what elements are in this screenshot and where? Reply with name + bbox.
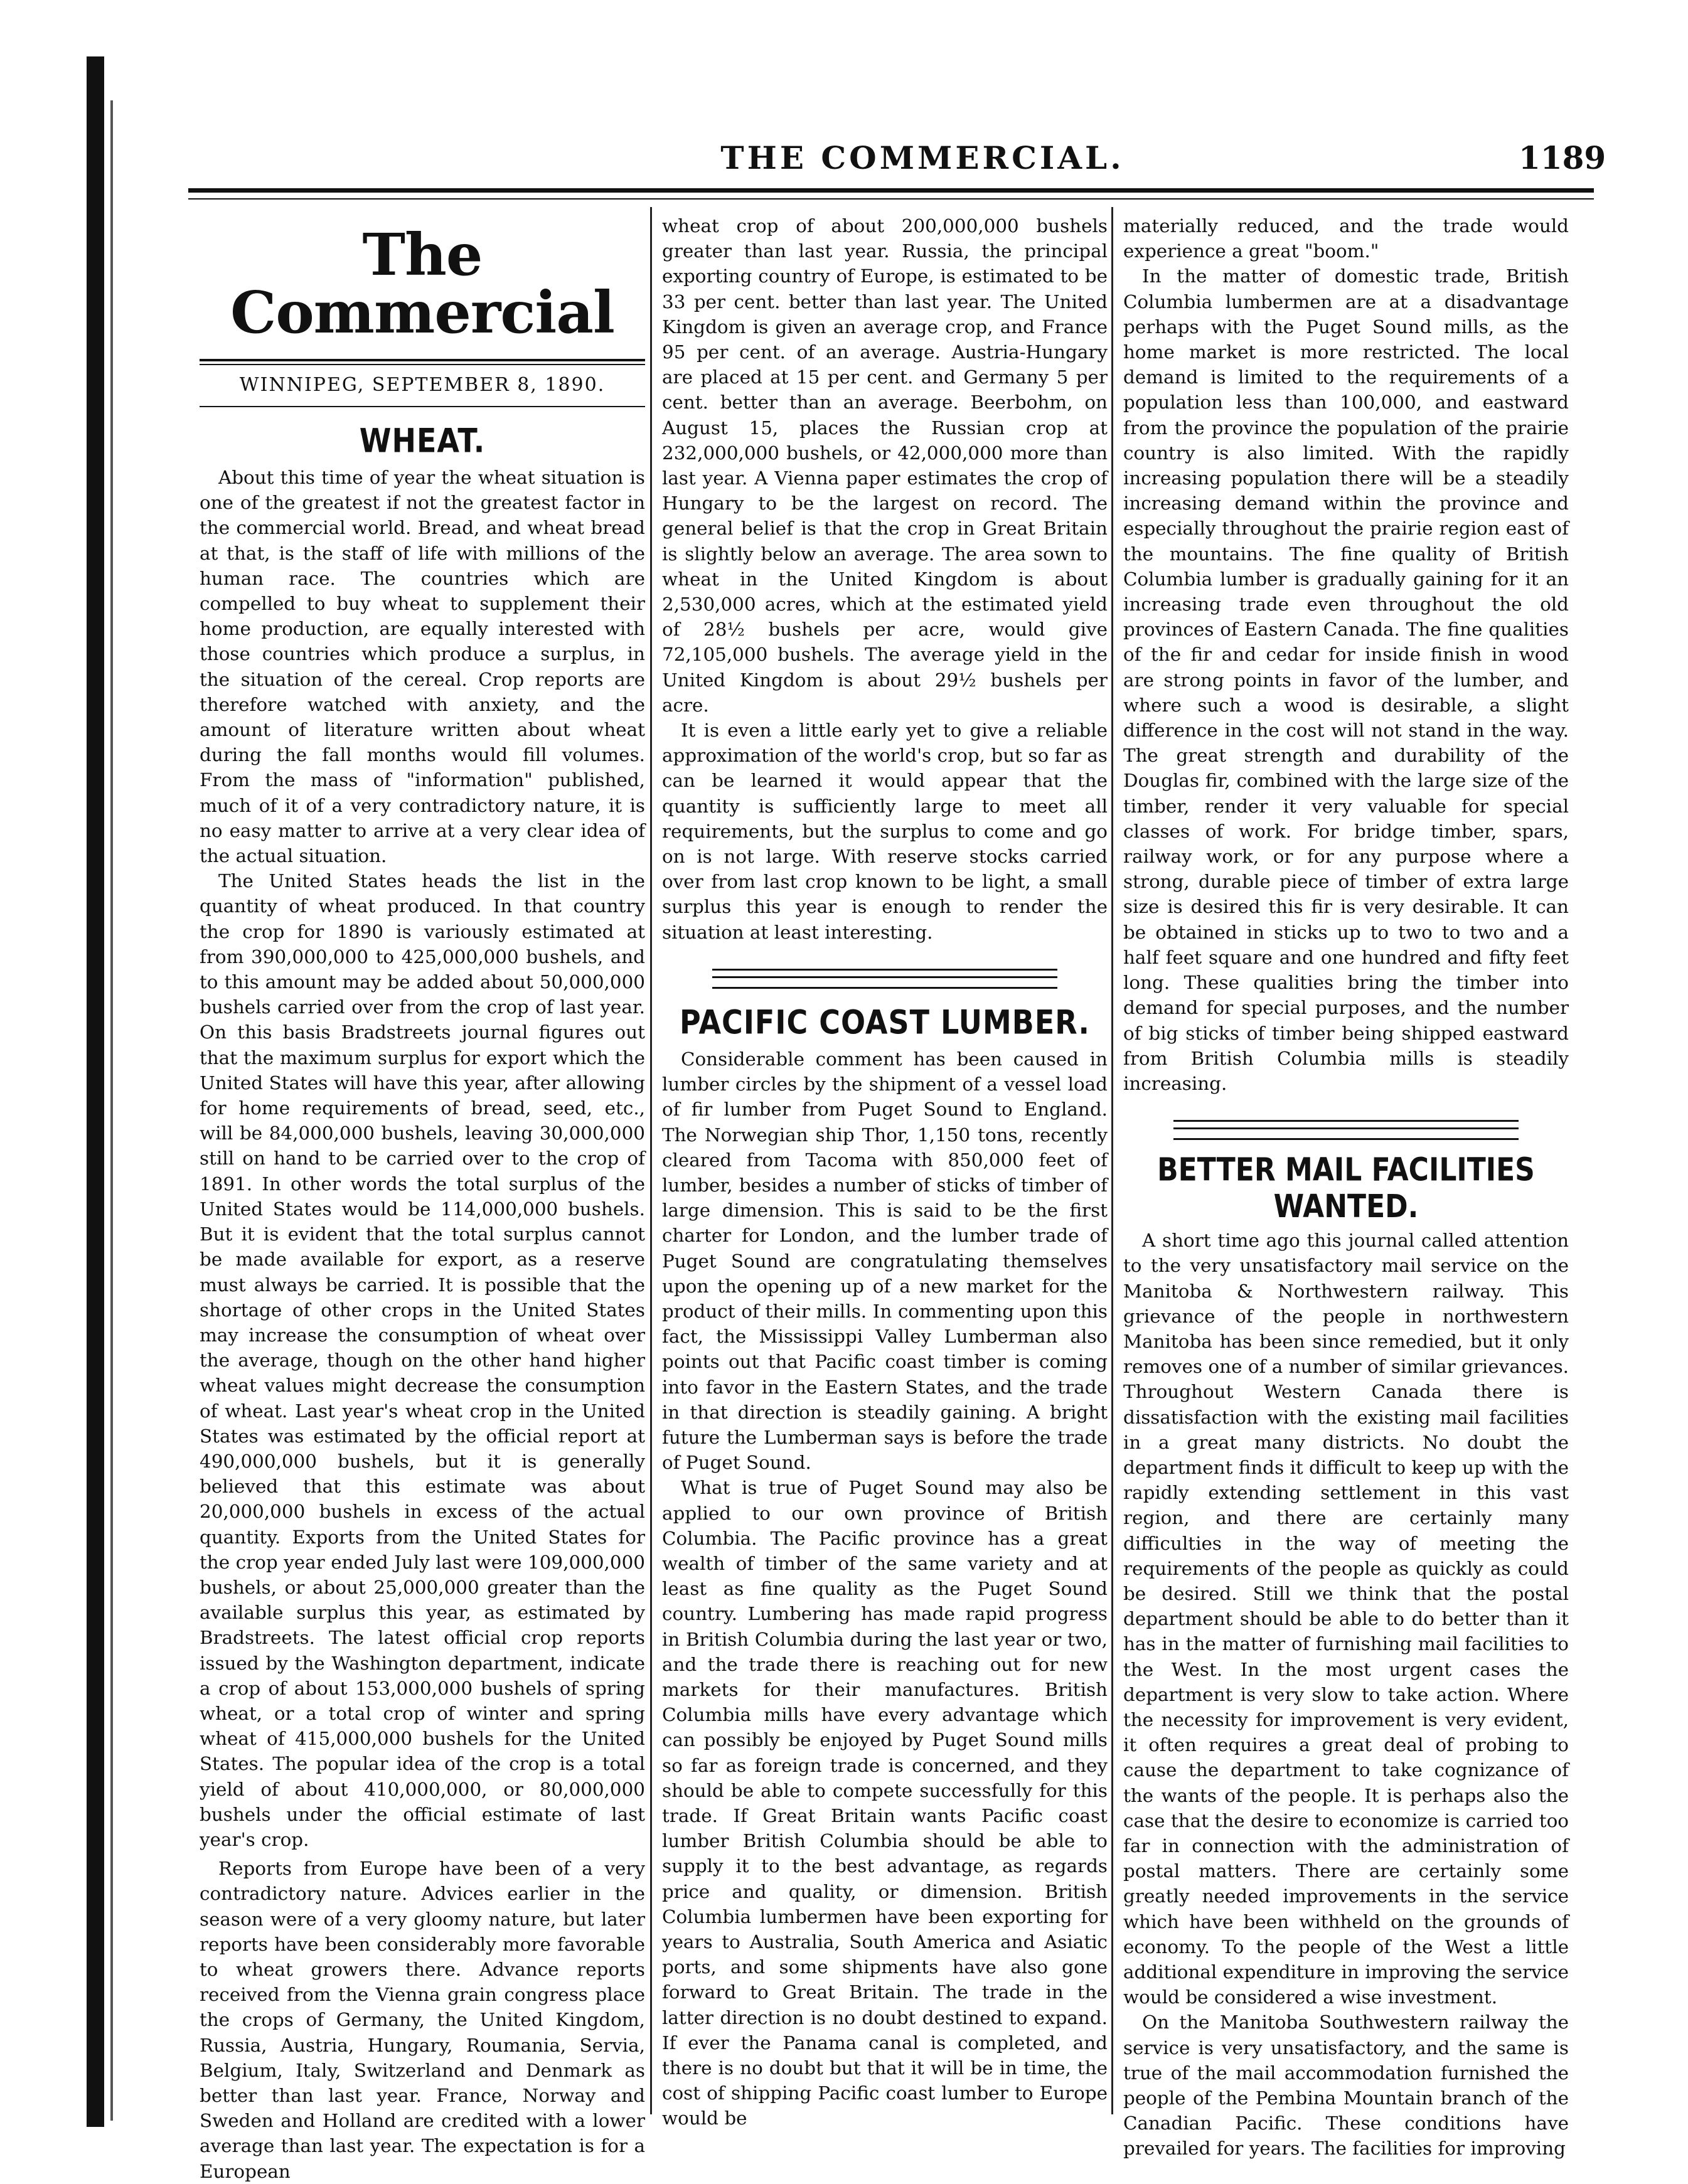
column-2 [662, 213, 1108, 2131]
article-paragraph: Reports from Europe have been of a very contradictory nature. Advices earlier in the season were of a very gloomy nature, but later reports have been considerably more favorable to wheat growers there. Advance reports received from the Vienna grain congress place the crops of Germany, the United Kingdom, Russia, Austria, Hungary, Roumania, Servia, Belgium, Italy, Switzerland and Denmark as better than last year. France, Norway and Sweden and Holland are credited with a lower average than last year. The expectation is for a European [200, 1858, 645, 2182]
article-paragraph: The United States heads the list in the quantity of wheat produced. In that country the crop for 1890 is variously estimated at from 390,000,000 to 425,000,000 bushels, and to this amount may be added about 50,000,000 bushels carried over from the crop of last year. On this basis Bradstreets journal figures out that the maximum surplus for export which the United States will have this year, after allowing for home requirements of bread, seed, etc., will be 84,000,000 bushels, leaving 30,000,000 still on hand to be carried over to the crop of 1891. In other words the total surplus of the United States would be 114,000,000 bushels. But it is evident that the total surplus cannot be made available for export, as a reserve must always be carried. It is possible that the shortage of other crops in the United States may increase the consumption of wheat over the average, though on the other hand higher wheat values might decrease the consumption of wheat. Last year's wheat crop in the United States was estimated by the official report at 490,000,000 bushels, but it is generally believed that this estimate was about 20,000,000 bushels in excess of the actual quantity. Exports from the United States for the crop year ended July last were 109,000,000 bushels, or about 25,000,000 greater than the available surplus this year, as estimated by Bradstreets. The latest official crop reports issued by the Washington department, indicate a crop of about 153,000,000 bushels of spring wheat, or a total crop of winter and spring wheat of 415,000,000 bushels for the United States. The popular idea of the crop is a total yield of about 410,000,000, or 80,000,000 bushels under the official estimate of last year's crop. [200, 870, 645, 1850]
page-number: 1189 [1519, 139, 1606, 176]
column-rule-2 [1111, 207, 1113, 2114]
article-paragraph: What is true of Puget Sound may also be applied to our own province of British Columbia. The Pacific province has a great wealth of timber of the same variety and at least as fine quality as the Puget Sound country. Lumbering has made rapid progress in British Columbia during the last year or two, and the trade there is reaching out for new markets for their manufactures. British Columbia mills have every advantage which can possibly be enjoyed by Puget Sound mills so far as foreign trade is concerned, and they should be able to compete successfully for this trade. If Great Britain wants Pacific coast lumber British Columbia should be able to supply it to the best advantage, as regards price and quality, or dimension. British Columbia lumbermen have been exporting for years to Australia, South America and Asiatic ports, and some shipments have also gone forward to Great Britain. The trade in the latter direction is no doubt destined to expand. If ever the Panama canal is completed, and there is no doubt but that it will be in time, the cost of shipping Pacific coast lumber to Europe would be [662, 1477, 1108, 2129]
article-paragraph: It is even a little early yet to give a reliable approximation of the world's crop, but so far as can be learned it would appear that the quantity is sufficiently large to meet all requirements, but the surplus to come and go on is not large. With reserve stocks carried over from last crop known to be light, a small surplus this year is enough to render the situation at least interesting. [662, 720, 1108, 943]
column-3 [1123, 213, 1569, 2161]
article-paragraph: About this time of year the wheat situation is one of the greatest if not the greatest factor in the commercial world. Bread, and wheat bread at that, is the staff of life with millions of the human race. The countries which are compelled to buy wheat to supplement their home production, are equally interested with those countries which produce a surplus, in the situation of the cereal. Crop reports are therefore watched with anxiety, and the amount of literature written about wheat during the fall months would fill volumes. From the mass of "information" published, much of it of a very contradictory nature, it is no easy matter to arrive at a very clear idea of the actual situation. [200, 467, 645, 867]
article-paragraph: Considerable comment has been caused in lumber circles by the shipment of a vessel load of fir lumber from Puget Sound to England. The Norwegian ship Thor, 1,150 tons, recently cleared from Tacoma with 850,000 feet of lumber, besides a number of sticks of timber of large dimension. This is said to be the first charter for London, and the lumber trade of Puget Sound are congratulating themselves upon the opening up of a new market for the product of their mills. In commenting upon this fact, the Mississippi Valley Lumberman also points out that Pacific coast timber is coming into favor in the Eastern States, and the trade in that direction is steadily gaining. A bright future the Lumberman says is before the trade of Puget Sound. [662, 1048, 1108, 1474]
masthead-rule-thin [200, 364, 645, 365]
header-rule-thin [188, 198, 1594, 200]
article-paragraph: wheat crop of about 200,000,000 bushels greater than last year. Russia, the principal exporting country of Europe, is estimated to be 33 per cent. better than last year. The United Kingdom is given an average crop, and France 95 per cent. of an average. Austria-Hungary are placed at 15 per cent. and Germany 5 per cent. better than an average. Beerbohm, on August 15, places the Russian crop at 232,000,000 bushels, or 42,000,000 more than last year. A Vienna paper estimates the crop of Hungary to be the largest on record. The general belief is that the crop in Great Britain is slightly below an average. The area sown to wheat in the United Kingdom is about 2,530,000 acres, which at the estimated yield of 28½ bushels per acre, would give 72,105,000 bushels. The average yield in the United Kingdom is about 29½ bushels per acre. [662, 215, 1108, 716]
article-paragraph: materially reduced, and the trade would experience a great "boom." [1123, 215, 1569, 262]
article-paragraph: In the matter of domestic trade, British Columbia lumbermen are at a disadvantage perhaps with the Puget Sound mills, as the home market is more restricted. The local demand is limited to the requirements of a population less than 100,000, and eastward from the province the population of the prairie country is also limited. With the rapidly increasing population there will be a steadily increasing demand within the province and especially throughout the prairie region east of the mountains. The fine quality of British Columbia lumber is gradually gaining for it an increasing trade even throughout the old provinces of Eastern Canada. The fine qualities of the fir and cedar for inside finish in wood are strong points in favor of the lumber, and where such a wood is desirable, a slight difference in the cost will not stand in the way. The great strength and durability of the Douglas fir, combined with the large size of the timber, render it very valuable for special classes of work. For bridge timber, spars, railway work, or for any purpose where a strong, durable piece of timber of extra large size is desired this fir is very desirable. It can be obtained in sticks up to two to two and a half feet square and one hundred and fifty feet long. These qualities bring the timber into demand for special purposes, and the number of big sticks of timber being shipped eastward from British Columbia mills is steadily increasing. [1123, 265, 1569, 1094]
article-title-mail: BETTER MAIL FACILITIES WANTED. [1157, 1151, 1535, 1225]
section-divider [1173, 1120, 1519, 1140]
masthead-rule [200, 359, 645, 361]
scan-binding-edge [87, 56, 104, 2127]
dateline-rule [200, 406, 645, 407]
article-paragraph: A short time ago this journal called attention to the very unsatisfactory mail service on the Manitoba & Northwestern railway. This grievance of the people in northwestern Manitoba has been since remedied, but it only removes one of a number of similar grievances. Throughout Western Canada there is dissatisfaction with the existing mail facilities in a great many districts. No doubt the department finds it difficult to keep up with the rapidly extending settlement in this vast region, and there are certainly many difficulties in the way of meeting the requirements of the people as quickly as could be desired. Still we think that the postal department should be able to do better than it has in the matter of furnishing mail facilities to the West. In the most urgent cases the department is very slow to take action. Where the necessity for improvement is very evident, it often requires a great deal of probing to cause the department to take cognizance of the wants of the people. It is perhaps also the case that the desire to economize is carried too far in connection with the administration of postal matters. There are certainly some greatly needed improvements in the service which have been withheld on the grounds of economy. To the people of the West a little additional expenditure in improving the service would be considered a wise investment. [1123, 1230, 1569, 2008]
column-1 [200, 213, 645, 2184]
dateline: WINNIPEG, SEPTEMBER 8, 1890. [239, 374, 606, 396]
header-rule [188, 188, 1594, 193]
article-paragraph: On the Manitoba Southwestern railway the service is very unsatisfactory, and the same is true of the mail accommodation furnished the people of the Pembina Mountain branch of the Canadian Pacific. These conditions have prevailed for years. The facilities for improving [1123, 2011, 1569, 2160]
running-head: THE COMMERCIAL. [720, 139, 1124, 176]
scan-binding-shadow [110, 100, 113, 2121]
masthead: The Commercial [230, 221, 614, 346]
column-rule-1 [650, 207, 652, 2114]
article-title-wheat: WHEAT. [359, 420, 486, 461]
article-title-lumber: PACIFIC COAST LUMBER. [679, 1002, 1091, 1041]
section-divider [712, 969, 1057, 989]
